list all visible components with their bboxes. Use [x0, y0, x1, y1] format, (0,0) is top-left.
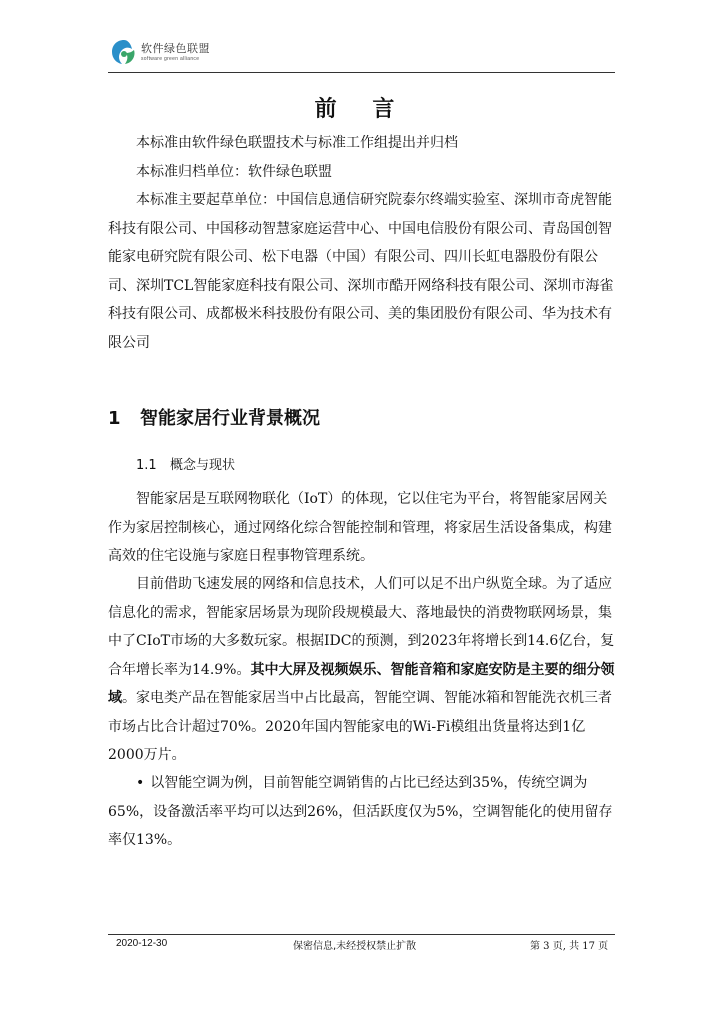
section-1-1-title: 概念与现状: [170, 458, 236, 473]
footer-confidential-notice: 保密信息,未经授权禁止扩散: [293, 941, 417, 952]
body-paragraph-2-block: [108, 570, 618, 770]
preface-paragraph-1: 本标准由软件绿色联盟技术与标准工作组提出并归档: [136, 135, 458, 151]
preface-paragraph-3: 本标准主要起草单位：中国信息通信研究院泰尔终端实验室、深圳市奇虎智能科技有限公司、中国移动智慧家庭运营中心、中国电信股份有限公司、青岛国创智能家电研究院有限公司、松下电器（中国）有限公司、四川长虹电器股份有限公司、深圳TCL智能家庭科技有限公司、深圳市酷开网络科技有限公司、深圳市海雀科技有限公司、成都极米科技股份有限公司、美的集团股份有限公司、华为技术有限公司: [108, 192, 614, 351]
footer-date: 2020-12-30: [116, 938, 168, 949]
section-1-heading: [108, 404, 320, 430]
footer-page-number: 第 3 页, 共 17 页: [530, 941, 609, 952]
section-1-1-number: 1.1: [136, 458, 157, 473]
preface-section: [108, 129, 618, 357]
bullet-item: [108, 769, 618, 855]
section-1-1-heading: [136, 454, 235, 473]
body-paragraph-1: 智能家居是互联网物联化（IoT）的体现，它以住宅为平台，将智能家居网关作为家居控制核心，通过网络化综合智能控制和管理，将家居生活设备集成，构建高效的住宅设施与家庭日程事物管理系统。: [108, 491, 612, 564]
page-title: 前 言: [314, 97, 409, 122]
section-1-title: 智能家居行业背景概况: [140, 408, 320, 429]
logo-text: 软件绿色联盟: [141, 42, 210, 55]
body-paragraph-2-part-a: 目前借助飞速发展的网络和信息技术，人们可以足不出户纵览全球。为了适应信息化的需求，智能家居场景为现阶段规模最大、落地最快的消费物联网场景，集中了CIoT市场的大多数玩家。根据IDC的预测，到2023年将增长到14.6亿台，复合年增长率为14.9%。: [108, 576, 615, 678]
header-divider: [108, 72, 615, 73]
body-paragraph-1-block: [108, 485, 618, 571]
body-paragraph-2-part-b: 。家电类产品在智能家居当中占比最高，智能空调、智能冰箱和智能洗衣机三者市场占比合计超过70%。2020年国内智能家电的Wi-Fi模组出货量将达到1亿2000万片。: [108, 690, 612, 763]
logo-subtext: software green alliance: [141, 56, 200, 62]
body-paragraph-2: [108, 570, 618, 770]
footer-divider: [108, 934, 615, 935]
preface-paragraph-2: 本标准归档单位：软件绿色联盟: [136, 163, 332, 180]
body-paragraph-2-emphasis: 其中大屏及视频娱乐、智能音箱和家庭安防是主要的细分领域: [108, 661, 615, 706]
bullet-list: [108, 769, 618, 855]
bullet-text: 以智能空调为例，目前智能空调销售的占比已经达到35%，传统空调为65%，设备激活率平均可以达到26%，但活跃度仅为5%，空调智能化的使用留存率仅13%。: [108, 775, 613, 848]
bullet-mark: •: [136, 775, 145, 791]
alliance-logo-icon: [110, 38, 138, 66]
section-1-number: 1: [108, 408, 121, 429]
